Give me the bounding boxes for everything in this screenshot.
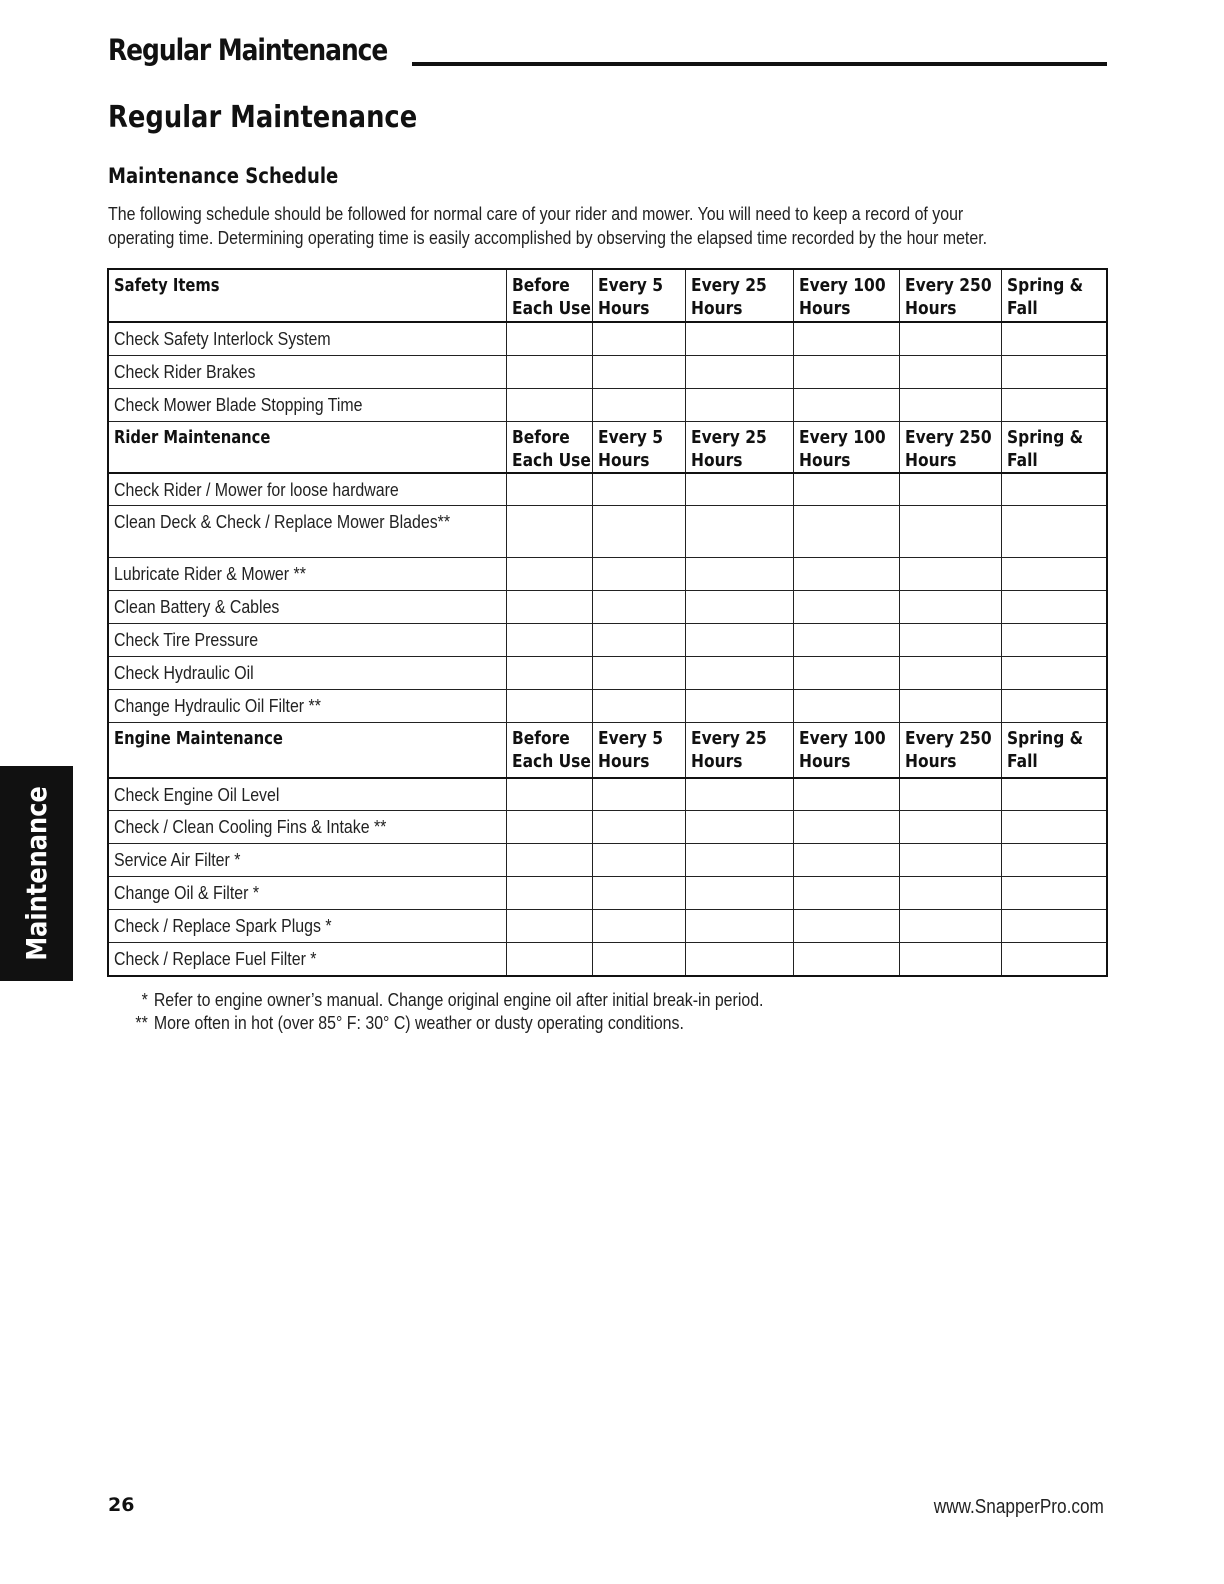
- interval-header-cell: [899, 269, 1001, 322]
- interval-header-cell: [899, 723, 1001, 778]
- schedule-check-cell: [592, 473, 685, 506]
- schedule-check-cell: [685, 811, 793, 844]
- schedule-check-cell: [899, 910, 1001, 943]
- interval-label-line: Hours: [597, 298, 649, 319]
- task-name: Check Tire Pressure: [114, 629, 259, 650]
- schedule-check-cell: [1001, 877, 1107, 910]
- interval-label: [904, 270, 992, 320]
- footer-url: www.SnapperPro.com: [933, 1496, 1104, 1518]
- task-row: [108, 657, 1107, 690]
- interval-label-line: Every 250: [904, 275, 992, 296]
- interval-label: [799, 422, 885, 472]
- intro-paragraph: [108, 202, 1097, 250]
- schedule-check-cell: [793, 943, 899, 976]
- interval-label: [598, 422, 673, 472]
- interval-label: [799, 723, 885, 773]
- schedule-check-cell: [592, 690, 685, 723]
- schedule-check-cell: [506, 322, 592, 355]
- schedule-check-cell: [506, 910, 592, 943]
- schedule-check-cell: [685, 388, 793, 421]
- interval-label: [691, 270, 779, 320]
- interval-label: [1007, 422, 1093, 472]
- schedule-check-cell: [592, 910, 685, 943]
- task-row: [108, 322, 1107, 355]
- group-header-row: [108, 723, 1107, 778]
- footnote: [122, 1011, 896, 1034]
- interval-label-line: Fall: [1006, 298, 1038, 319]
- schedule-check-cell: [899, 624, 1001, 657]
- schedule-check-cell: [506, 657, 592, 690]
- schedule-check-cell: [506, 388, 592, 421]
- schedule-check-cell: [592, 877, 685, 910]
- interval-header-cell: [592, 723, 685, 778]
- interval-label-line: Hours: [904, 449, 956, 471]
- schedule-check-cell: [899, 877, 1001, 910]
- schedule-check-cell: [793, 591, 899, 624]
- task-row: [108, 943, 1107, 976]
- schedule-check-cell: [899, 844, 1001, 877]
- interval-label-line: Every 100: [798, 426, 886, 448]
- interval-header-cell: [793, 723, 899, 778]
- interval-label-line: Each Use: [511, 298, 591, 319]
- task-name-cell: [108, 624, 506, 657]
- interval-header-cell: [592, 421, 685, 473]
- task-name: Check Hydraulic Oil: [114, 662, 254, 683]
- intro-line: The following schedule should be followed for normal care of your rider and mower. You will need to keep a record of your: [108, 203, 964, 224]
- interval-header-cell: [506, 723, 592, 778]
- interval-label: [598, 723, 673, 773]
- interval-label-line: Every 5: [597, 728, 663, 749]
- schedule-check-cell: [685, 844, 793, 877]
- task-name: Check Mower Blade Stopping Time: [114, 393, 363, 415]
- schedule-check-cell: [1001, 844, 1107, 877]
- schedule-check-cell: [506, 355, 592, 388]
- interval-label: [511, 723, 591, 773]
- schedule-check-cell: [793, 811, 899, 844]
- schedule-check-cell: [899, 657, 1001, 690]
- schedule-check-cell: [793, 506, 899, 558]
- task-row: [108, 811, 1107, 844]
- header-rule: [412, 62, 1107, 66]
- schedule-check-cell: [592, 355, 685, 388]
- interval-label: [1007, 270, 1093, 320]
- task-row: [108, 355, 1107, 388]
- schedule-check-cell: [1001, 473, 1107, 506]
- task-name-cell: [108, 657, 506, 690]
- task-name-cell: [108, 844, 506, 877]
- interval-label-line: Every 250: [904, 728, 992, 749]
- section-title: Maintenance Schedule: [108, 164, 339, 188]
- schedule-check-cell: [592, 657, 685, 690]
- task-name-cell: [108, 877, 506, 910]
- schedule-check-cell: [793, 910, 899, 943]
- task-name: Check Engine Oil Level: [114, 783, 280, 805]
- interval-label-line: Before: [511, 728, 570, 749]
- schedule-check-cell: [1001, 910, 1107, 943]
- interval-header-cell: [685, 421, 793, 473]
- footnote-text: More often in hot (over 85° F: 30° C) weather or dusty operating conditions.: [153, 1012, 684, 1033]
- schedule-check-cell: [506, 591, 592, 624]
- group-header-row: [108, 269, 1107, 322]
- task-name: Clean Battery & Cables: [114, 596, 280, 617]
- schedule-check-cell: [1001, 778, 1107, 811]
- interval-label: [598, 270, 673, 320]
- schedule-check-cell: [1001, 355, 1107, 388]
- schedule-check-cell: [685, 624, 793, 657]
- task-row: [108, 506, 1107, 558]
- schedule-check-cell: [685, 943, 793, 976]
- schedule-check-cell: [793, 778, 899, 811]
- schedule-check-cell: [592, 811, 685, 844]
- task-name: Lubricate Rider & Mower **: [114, 563, 306, 584]
- task-name-cell: [108, 355, 506, 388]
- task-row: [108, 388, 1107, 421]
- interval-label-line: Fall: [1006, 449, 1038, 471]
- interval-label-line: Hours: [904, 298, 956, 319]
- interval-label-line: Each Use: [511, 449, 591, 471]
- task-row: [108, 591, 1107, 624]
- schedule-check-cell: [1001, 624, 1107, 657]
- schedule-check-cell: [899, 355, 1001, 388]
- schedule-check-cell: [1001, 690, 1107, 723]
- interval-label-line: Before: [511, 275, 570, 296]
- interval-label: [904, 723, 992, 773]
- interval-label-line: Every 100: [798, 728, 886, 749]
- task-row: [108, 473, 1107, 506]
- interval-label-line: Fall: [1006, 751, 1038, 772]
- interval-label-line: Hours: [690, 751, 742, 772]
- schedule-check-cell: [793, 558, 899, 591]
- schedule-check-cell: [793, 844, 899, 877]
- schedule-check-cell: [506, 844, 592, 877]
- interval-header-cell: [793, 421, 899, 473]
- schedule-check-cell: [1001, 657, 1107, 690]
- group-title-cell: [108, 723, 506, 778]
- interval-label-line: Hours: [798, 298, 850, 319]
- task-name: Change Hydraulic Oil Filter **: [114, 695, 321, 716]
- interval-label-line: Hours: [597, 449, 649, 471]
- schedule-check-cell: [592, 943, 685, 976]
- group-title-cell: [108, 421, 506, 473]
- task-name-cell: [108, 322, 506, 355]
- schedule-check-cell: [1001, 388, 1107, 421]
- schedule-check-cell: [685, 877, 793, 910]
- interval-label-line: Every 25: [690, 275, 767, 296]
- interval-label-line: Hours: [798, 449, 850, 471]
- task-name-cell: [108, 506, 506, 558]
- schedule-check-cell: [1001, 506, 1107, 558]
- interval-header-cell: [899, 421, 1001, 473]
- interval-label-line: Spring &: [1006, 426, 1083, 448]
- schedule-check-cell: [592, 506, 685, 558]
- interval-header-cell: [685, 723, 793, 778]
- schedule-check-cell: [685, 322, 793, 355]
- schedule-check-cell: [793, 624, 899, 657]
- schedule-check-cell: [592, 558, 685, 591]
- schedule-check-cell: [793, 355, 899, 388]
- group-header-row: [108, 421, 1107, 473]
- group-title-cell: [108, 269, 506, 322]
- interval-label-line: Hours: [690, 298, 742, 319]
- schedule-check-cell: [685, 591, 793, 624]
- task-name: Clean Deck & Check / Replace Mower Blades**: [114, 511, 451, 532]
- intro-line: operating time. Determining operating time is easily accomplished by observing the elapsed time recorded by the hour meter.: [108, 227, 988, 248]
- schedule-check-cell: [899, 473, 1001, 506]
- schedule-check-cell: [793, 877, 899, 910]
- schedule-check-cell: [793, 657, 899, 690]
- schedule-check-cell: [899, 322, 1001, 355]
- schedule-check-cell: [899, 388, 1001, 421]
- task-row: [108, 910, 1107, 943]
- interval-label: [511, 270, 591, 320]
- running-header-title: Regular Maintenance: [108, 33, 388, 67]
- task-name: Change Oil & Filter *: [114, 882, 260, 903]
- task-name-cell: [108, 388, 506, 421]
- schedule-check-cell: [899, 591, 1001, 624]
- schedule-check-cell: [1001, 811, 1107, 844]
- task-name: Service Air Filter *: [114, 849, 241, 870]
- schedule-check-cell: [592, 388, 685, 421]
- schedule-check-cell: [506, 473, 592, 506]
- maintenance-schedule-table: [107, 268, 1108, 977]
- task-name-cell: [108, 811, 506, 844]
- interval-label-line: Hours: [904, 751, 956, 772]
- task-row: [108, 778, 1107, 811]
- schedule-check-cell: [592, 624, 685, 657]
- schedule-check-cell: [592, 322, 685, 355]
- interval-label-line: Every 25: [690, 426, 767, 448]
- interval-label-line: Each Use: [511, 751, 591, 772]
- task-row: [108, 877, 1107, 910]
- task-name-cell: [108, 558, 506, 591]
- interval-label: [691, 422, 779, 472]
- schedule-check-cell: [899, 778, 1001, 811]
- footnotes: [122, 988, 1022, 1034]
- task-row: [108, 558, 1107, 591]
- schedule-check-cell: [685, 355, 793, 388]
- task-name: Check Rider Brakes: [114, 360, 256, 382]
- interval-header-cell: [506, 269, 592, 322]
- schedule-check-cell: [685, 473, 793, 506]
- schedule-check-cell: [1001, 591, 1107, 624]
- schedule-check-cell: [793, 690, 899, 723]
- task-name: Check / Replace Spark Plugs *: [114, 915, 332, 936]
- interval-label-line: Spring &: [1006, 728, 1083, 749]
- interval-label-line: Every 25: [690, 728, 767, 749]
- interval-label-line: Every 100: [798, 275, 886, 296]
- schedule-check-cell: [899, 811, 1001, 844]
- task-name-cell: [108, 473, 506, 506]
- interval-label: [1007, 723, 1093, 773]
- task-name-cell: [108, 690, 506, 723]
- interval-label-line: Every 250: [904, 426, 992, 448]
- interval-header-cell: [793, 269, 899, 322]
- task-name: Check / Replace Fuel Filter *: [114, 948, 317, 969]
- schedule-check-cell: [506, 877, 592, 910]
- interval-header-cell: [592, 269, 685, 322]
- interval-label-line: Hours: [798, 751, 850, 772]
- schedule-check-cell: [592, 778, 685, 811]
- schedule-check-cell: [899, 690, 1001, 723]
- interval-label: [904, 422, 992, 472]
- schedule-check-cell: [506, 506, 592, 558]
- footnote: [122, 988, 896, 1011]
- page-title: Regular Maintenance: [108, 100, 418, 135]
- interval-label: [511, 422, 591, 472]
- group-title: Rider Maintenance: [114, 426, 271, 448]
- footnote-mark: *: [141, 989, 148, 1010]
- task-row: [108, 690, 1107, 723]
- section-side-tab: [0, 766, 73, 981]
- interval-label: [691, 723, 779, 773]
- schedule-check-cell: [899, 506, 1001, 558]
- task-name-cell: [108, 943, 506, 976]
- schedule-check-cell: [506, 624, 592, 657]
- schedule-check-cell: [592, 591, 685, 624]
- schedule-check-cell: [899, 558, 1001, 591]
- group-title: Safety Items: [114, 275, 220, 296]
- interval-header-cell: [1001, 421, 1107, 473]
- interval-label-line: Every 5: [597, 426, 663, 448]
- task-name: Check Rider / Mower for loose hardware: [114, 478, 399, 500]
- schedule-check-cell: [1001, 558, 1107, 591]
- group-title: Engine Maintenance: [114, 728, 283, 749]
- interval-header-cell: [1001, 723, 1107, 778]
- interval-label-line: Before: [511, 426, 570, 448]
- interval-label-line: Spring &: [1006, 275, 1083, 296]
- schedule-check-cell: [506, 943, 592, 976]
- task-name: Check / Clean Cooling Fins & Intake **: [114, 816, 387, 837]
- task-name-cell: [108, 778, 506, 811]
- task-name-cell: [108, 591, 506, 624]
- interval-header-cell: [506, 421, 592, 473]
- schedule-check-cell: [685, 657, 793, 690]
- interval-label: [799, 270, 885, 320]
- schedule-check-cell: [685, 778, 793, 811]
- schedule-check-cell: [592, 844, 685, 877]
- schedule-check-cell: [685, 558, 793, 591]
- footnote-mark: **: [135, 1012, 148, 1033]
- schedule-check-cell: [506, 811, 592, 844]
- footnote-text: Refer to engine owner’s manual. Change original engine oil after initial break-in period.: [153, 989, 764, 1010]
- task-row: [108, 624, 1107, 657]
- page-number: 26: [108, 1494, 135, 1516]
- interval-label-line: Hours: [690, 449, 742, 471]
- schedule-check-cell: [685, 910, 793, 943]
- side-tab-label: Maintenance: [20, 786, 54, 961]
- schedule-check-cell: [685, 506, 793, 558]
- schedule-check-cell: [793, 322, 899, 355]
- task-row: [108, 844, 1107, 877]
- task-name-cell: [108, 910, 506, 943]
- schedule-check-cell: [793, 473, 899, 506]
- schedule-check-cell: [685, 690, 793, 723]
- schedule-check-cell: [1001, 943, 1107, 976]
- interval-label-line: Every 5: [597, 275, 663, 296]
- schedule-check-cell: [899, 943, 1001, 976]
- task-name: Check Safety Interlock System: [114, 328, 331, 349]
- interval-label-line: Hours: [597, 751, 649, 772]
- schedule-check-cell: [793, 388, 899, 421]
- interval-header-cell: [685, 269, 793, 322]
- schedule-check-cell: [506, 778, 592, 811]
- schedule-check-cell: [506, 558, 592, 591]
- schedule-check-cell: [1001, 322, 1107, 355]
- interval-header-cell: [1001, 269, 1107, 322]
- schedule-check-cell: [506, 690, 592, 723]
